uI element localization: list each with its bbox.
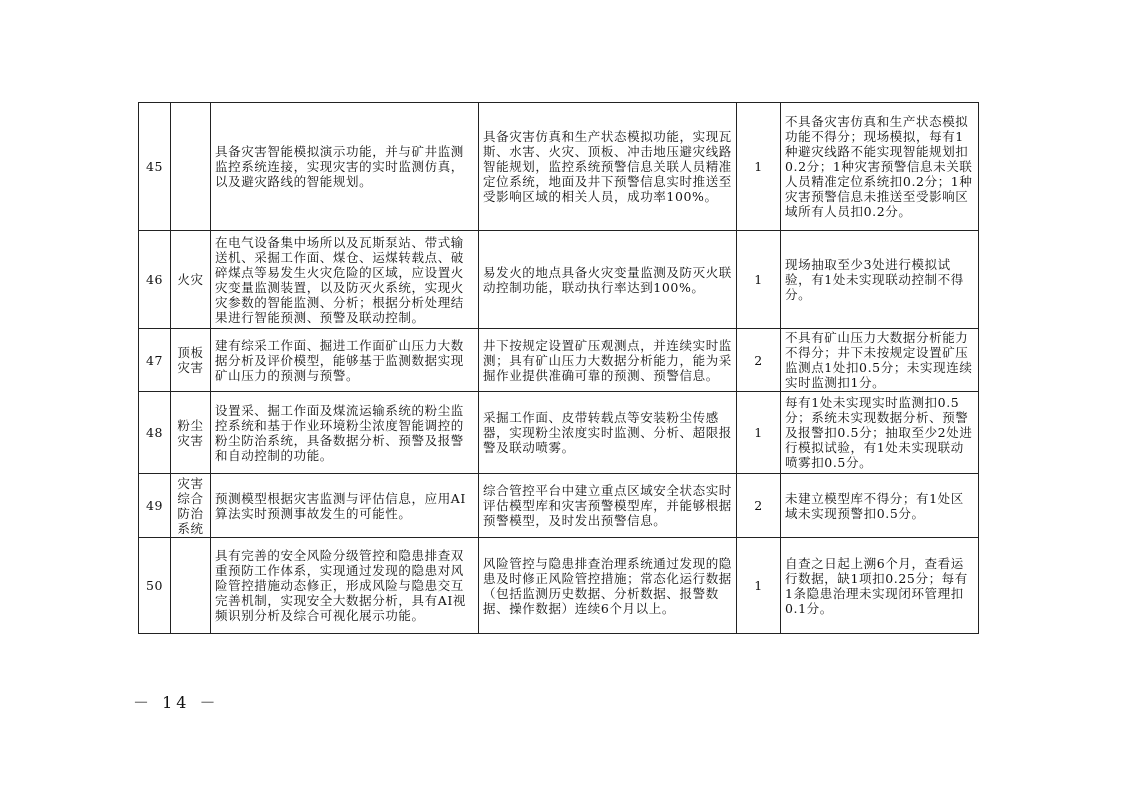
row-scoring-rule: 未建立模型库不得分；有1处区域未实现预警扣0.5分。	[781, 474, 979, 538]
row-scoring-rule: 不具备灾害仿真和生产状态模拟功能不得分；现场模拟，每有1种避灾线路不能实现智能规划扣0.2分；1种灾害预警信息未关联人员精准定位系统扣0.2分；1种灾害预警信息未推送至受影响区域所有人员扣0.2分。	[781, 103, 979, 231]
row-number: 46	[139, 231, 171, 329]
row-category: 顶板灾害	[171, 329, 211, 392]
row-scoring-rule: 自查之日起上溯6个月，查看运行数据，缺1项扣0.25分；每有1条隐患治理未实现闭环管理扣0.1分。	[781, 538, 979, 634]
row-score: 2	[737, 329, 781, 392]
row-requirement: 设置采、掘工作面及煤流运输系统的粉尘监控系统和基于作业环境粉尘浓度智能调控的粉尘防治系统，具备数据分析、预警及报警和自动控制的功能。	[211, 392, 479, 474]
row-category: 火灾	[171, 231, 211, 329]
row-scoring-rule: 现场抽取至少3处进行模拟试验，有1处未实现联动控制不得分。	[781, 231, 979, 329]
row-number: 50	[139, 538, 171, 634]
evaluation-table	[138, 102, 979, 634]
table-row	[139, 392, 979, 474]
row-standard: 综合管控平台中建立重点区域安全状态实时评估模型库和灾害预警模型库，并能够根据预警模型，及时发出预警信息。	[479, 474, 737, 538]
row-score: 1	[737, 392, 781, 474]
row-requirement: 建有综采工作面、掘进工作面矿山压力大数据分析及评价模型，能够基于监测数据实现矿山压力的预测与预警。	[211, 329, 479, 392]
page-number: － 14 －	[133, 693, 220, 712]
table-row	[139, 538, 979, 634]
row-category	[171, 103, 211, 231]
row-standard: 风险管控与隐患排查治理系统通过发现的隐患及时修正风险管控措施；常态化运行数据（包括监测历史数据、分析数据、报警数据、操作数据）连续6个月以上。	[479, 538, 737, 634]
row-score: 1	[737, 231, 781, 329]
row-category	[171, 538, 211, 634]
row-score: 1	[737, 538, 781, 634]
row-category: 粉尘灾害	[171, 392, 211, 474]
table-row	[139, 474, 979, 538]
row-standard: 采掘工作面、皮带转载点等安装粉尘传感器，实现粉尘浓度实时监测、分析、超限报警及联动喷雾。	[479, 392, 737, 474]
row-number: 45	[139, 103, 171, 231]
table-row	[139, 231, 979, 329]
row-scoring-rule: 每有1处未实现实时监测扣0.5分；系统未实现数据分析、预警及报警扣0.5分；抽取至少2处进行模拟试验，有1处未实现联动喷雾扣0.5分。	[781, 392, 979, 474]
table-row	[139, 103, 979, 231]
row-scoring-rule: 不具有矿山压力大数据分析能力不得分；井下未按规定设置矿压监测点1处扣0.5分；未实现连续实时监测扣1分。	[781, 329, 979, 392]
row-number: 48	[139, 392, 171, 474]
row-standard: 易发火的地点具备火灾变量监测及防灭火联动控制功能，联动执行率达到100%。	[479, 231, 737, 329]
table-row	[139, 329, 979, 392]
row-score: 1	[737, 103, 781, 231]
row-standard: 具备灾害仿真和生产状态模拟功能，实现瓦斯、水害、火灾、顶板、冲击地压避灾线路智能规划，监控系统预警信息关联人员精准定位系统，地面及井下预警信息实时推送至受影响区域的相关人员，成功率100%。	[479, 103, 737, 231]
row-number: 49	[139, 474, 171, 538]
row-standard: 井下按规定设置矿压观测点，并连续实时监测；具有矿山压力大数据分析能力，能为采掘作业提供准确可靠的预测、预警信息。	[479, 329, 737, 392]
row-requirement: 具备灾害智能模拟演示功能，并与矿井监测监控系统连接，实现灾害的实时监测仿真，以及避灾路线的智能规划。	[211, 103, 479, 231]
row-score: 2	[737, 474, 781, 538]
row-number: 47	[139, 329, 171, 392]
row-requirement: 预测模型根据灾害监测与评估信息，应用AI算法实时预测事故发生的可能性。	[211, 474, 479, 538]
row-category: 灾害综合防治系统	[171, 474, 211, 538]
row-requirement: 具有完善的安全风险分级管控和隐患排查双重预防工作体系，实现通过发现的隐患对风险管控措施动态修正，形成风险与隐患交互完善机制，实现安全大数据分析，具有AI视频识别分析及综合可视化展示功能。	[211, 538, 479, 634]
row-requirement: 在电气设备集中场所以及瓦斯泵站、带式输送机、采掘工作面、煤仓、运煤转载点、破碎煤点等易发生火灾危险的区域，应设置火灾变量监测装置，以及防灭火系统，实现火灾参数的智能监测、分析；根据分析处理结果进行智能预测、预警及联动控制。	[211, 231, 479, 329]
